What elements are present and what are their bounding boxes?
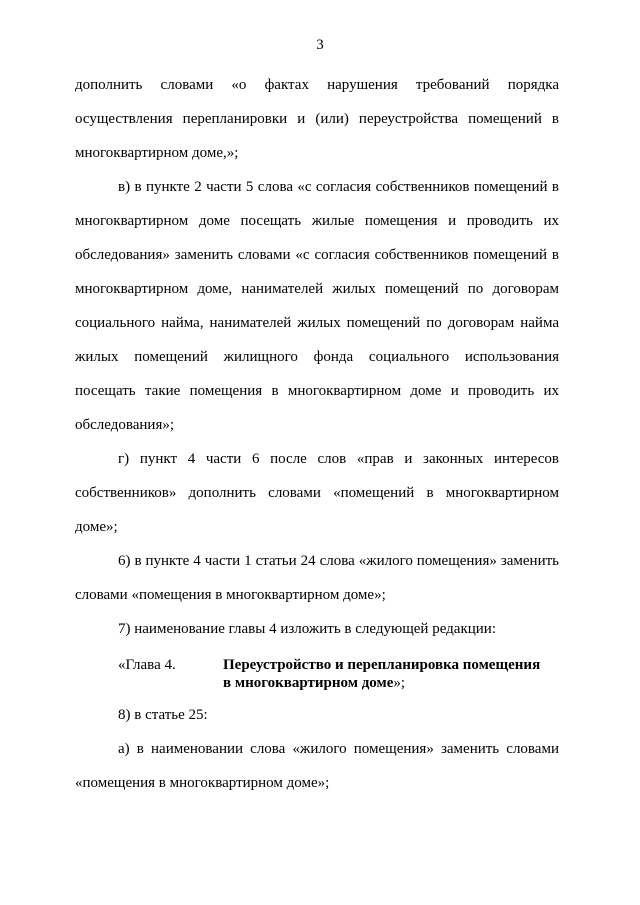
paragraph-item-7: 7) наименование главы 4 изложить в следующей редакции: [118, 621, 496, 637]
paragraph-item-6: 6) в пункте 4 части 1 статьи 24 слова «жилого помещения» заменить словами «помещения в многоквартирном доме»; [75, 553, 559, 603]
chapter-title [223, 656, 540, 692]
chapter-title-closing: »; [393, 675, 406, 691]
page-number: 3 [316, 37, 324, 53]
chapter-title-line2: в многоквартирном доме [223, 675, 394, 691]
chapter-title-line1: Переустройство и перепланировка помещения [223, 657, 541, 673]
paragraph-item-g: г) пункт 4 части 6 после слов «прав и законных интересов собственников» дополнить словами «помещений в многоквартирном доме»; [75, 451, 559, 535]
chapter-heading [118, 656, 559, 692]
paragraph-continuation: дополнить словами «о фактах нарушения требований порядка осуществления перепланировки и (или) переустройства помещений в многоквартирном доме,»; [75, 77, 559, 161]
chapter-label: «Глава 4. [118, 657, 176, 673]
paragraph-item-a: а) в наименовании слова «жилого помещения» заменить словами «помещения в многоквартирном доме»; [75, 741, 559, 791]
paragraph-item-8: 8) в статье 25: [118, 707, 208, 723]
document-body [75, 68, 559, 800]
paragraph-item-v: в) в пункте 2 части 5 слова «с согласия собственников помещений в многоквартирном доме посещать жилые помещения и проводить их обследования» заменить словами «с согласия собственников помещений в многоквартирном доме, нанимателей жилых помещений по договорам социального найма, нанимателей жилых помещений по договорам найма жилых помещений жилищного фонда социального использования посещать такие помещения в многоквартирном доме и проводить их обследования»; [75, 179, 559, 433]
